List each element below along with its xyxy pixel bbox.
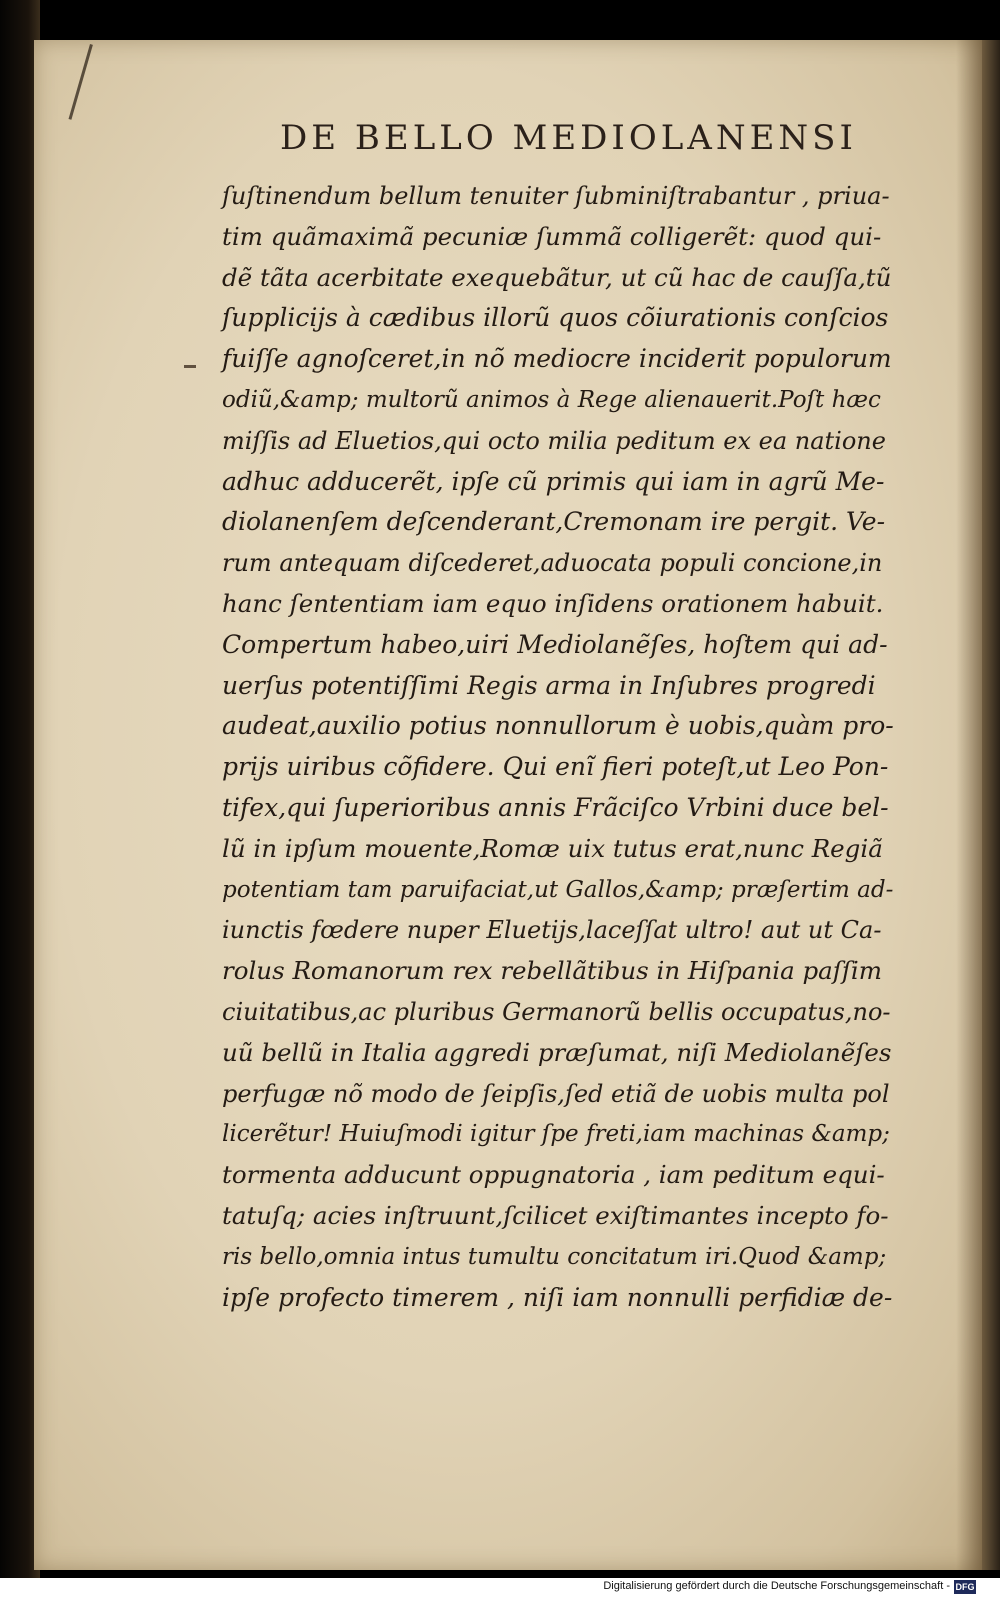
text-line: Compertum habeo,uiri Mediolanẽſes, hoſtem qui ad- bbox=[222, 629, 888, 659]
text-line: hanc ſententiam iam equo inſidens orationem habuit. bbox=[222, 588, 884, 618]
text-line: tatuſq; acies inſtruunt,ſcilicet exiſtimantes incepto fo- bbox=[222, 1200, 889, 1230]
text-line: rolus Romanorum rex rebellãtibus in Hiſpania paſſim bbox=[222, 956, 882, 986]
page-gutter bbox=[956, 40, 982, 1570]
text-line: rum antequam diſcederet,aduocata populi concione,in bbox=[222, 549, 883, 578]
text-line: tifex,qui ſuperioribus annis Frãciſco Vrbini duce bel- bbox=[222, 792, 889, 822]
text-line: uerſus potentiſſimi Regis arma in Inſubres progredi bbox=[222, 670, 876, 700]
text-line: odiũ,&amp; multorũ animos à Rege alienauerit.Poſt hæc bbox=[222, 386, 881, 413]
text-line: perfugæ nõ modo de ſeipſis,ſed etiã de uobis multa pol bbox=[222, 1079, 890, 1108]
text-line: miſſis ad Eluetios,qui octo milia peditum ex ea natione bbox=[222, 426, 886, 455]
text-line: potentiam tam paruifaciat,ut Gallos,&amp; præſertim ad- bbox=[222, 876, 894, 903]
text-line: ciuitatibus,ac pluribus Germanorũ bellis occupatus,no- bbox=[222, 997, 891, 1026]
text-line: dẽ tãta acerbitate exequebãtur, ut cũ hac de cauſſa,tũ bbox=[222, 262, 892, 292]
text-line: audeat,auxilio potius nonnullorum è uobis,quàm pro- bbox=[222, 711, 894, 741]
text-line: prijs uiribus cõfidere. Qui enĩ fieri poteſt,ut Leo Pon- bbox=[222, 752, 889, 782]
text-line: adhuc adducerẽt, ipſe cũ primis qui iam in agrũ Me- bbox=[222, 466, 885, 496]
text-block bbox=[222, 176, 894, 1318]
dfg-logo: DFG bbox=[955, 1582, 975, 1592]
footer-credit: Digitalisierung gefördert durch die Deutsche Forschungsgemeinschaft - bbox=[603, 1580, 950, 1592]
text-line: ipſe profecto timerem , niſi iam nonnulli perfidiæ de- bbox=[222, 1282, 893, 1312]
text-line: ris bello,omnia intus tumultu concitatum iri.Quod &amp; bbox=[222, 1243, 887, 1270]
text-line: ſuſtinendum bellum tenuiter ſubminiſtrabantur , priua- bbox=[222, 182, 890, 210]
text-line: licerẽtur! Huiuſmodi igitur ſpe freti,iam machinas &amp; bbox=[222, 1121, 890, 1148]
text-line: diolanenſem deſcenderant,Cremonam ire pergit. Ve- bbox=[222, 507, 886, 537]
text-line: iunctis fœdere nuper Eluetijs,laceſſat ultro! aut ut Ca- bbox=[222, 916, 882, 945]
margin-dash-mark bbox=[184, 365, 196, 368]
text-line: ſupplicijs à cædibus illorũ quos cõiurationis conſcios bbox=[222, 303, 889, 333]
text-line: lũ in ipſum mouente,Romæ uix tutus erat,nunc Regiã bbox=[222, 833, 883, 863]
text-line: tim quãmaximã pecuniæ ſummã colligerẽt: quod qui- bbox=[222, 221, 882, 251]
text-line: fuiſſe agnoſceret,in nõ mediocre inciderit populorum bbox=[222, 344, 892, 374]
text-line: tormenta adducunt oppugnatoria , iam peditum equi- bbox=[222, 1160, 885, 1190]
text-line: uũ bellũ in Italia aggredi præſumat, niſi Mediolanẽſes bbox=[222, 1037, 892, 1067]
running-head: DE BELLO MEDIOLANENSI bbox=[280, 118, 857, 158]
page-right-edge bbox=[982, 40, 1000, 1570]
